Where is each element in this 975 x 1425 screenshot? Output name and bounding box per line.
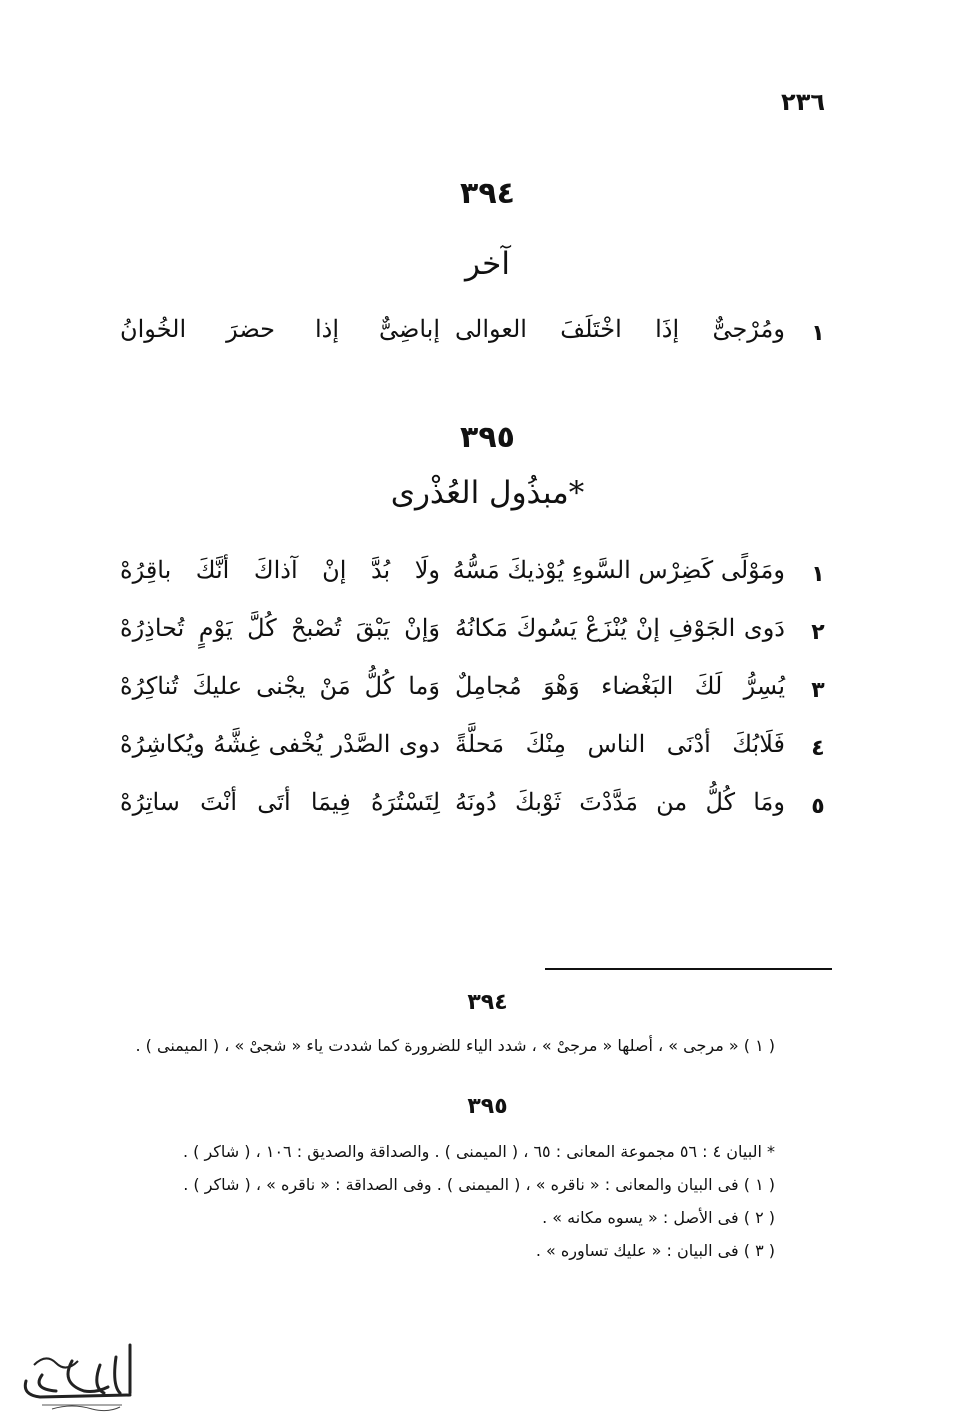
footnote-line: ( ٢ ) فى الأصل : « يسوه مكانه » . bbox=[542, 1208, 775, 1227]
footnote-separator bbox=[545, 968, 832, 970]
footnote-line: ( ١ ) فى البيان والمعانى : « ناقره » ، ( الميمنى ) . وفى الصداقة : « ناقره » ، ( شاكر ) . bbox=[183, 1175, 775, 1194]
footnote-heading: ٣٩٥ bbox=[467, 1094, 508, 1119]
poem-number: ٣٩٤ bbox=[460, 176, 515, 211]
verse-second-hemistich: إباضِىٌّ إذا حضرَ الخُوانُ bbox=[120, 315, 440, 343]
verse-first-hemistich: فَلَابُكَ أدْنَى الناس مِنْكَ مَحلَّةً bbox=[455, 730, 785, 758]
verse-second-hemistich: وَما كُلُّ مَنْ يجْنى عليكَ تُناكِرُهْ bbox=[120, 672, 440, 700]
verse-number: ٢ bbox=[811, 620, 825, 645]
verse-first-hemistich: يُسِرُّ لَكَ البَغْضاء وَهْوَ مُجامِلٌ bbox=[455, 672, 785, 700]
page-number: ٢٣٦ bbox=[781, 88, 825, 116]
footnote-heading: ٣٩٤ bbox=[467, 990, 508, 1015]
footnote-line: * البيان ٤ : ٥٦ مجموعة المعانى : ٦٥ ، ( الميمنى ) . والصداقة والصديق : ١٠٦ ، ( شاكر ) . bbox=[182, 1142, 775, 1161]
footnote-line: ( ١ ) « مرجى » ، أصلها « مرجىْ » ، شدد الياء للضرورة كما شددت ياء « شجىْ » ، ( الميمنى ) . bbox=[135, 1036, 775, 1055]
calligraphy-logo bbox=[12, 1335, 142, 1415]
verse-number: ١ bbox=[811, 321, 825, 346]
verse-second-hemistich: لِتَسْتُرَهُ فِيمَا أتَى أنْتَ ساتِرُهْ bbox=[120, 788, 440, 816]
verse bbox=[120, 614, 830, 664]
verse-first-hemistich: دَوى الجَوْفِ إنْ يُنْزَعْ يَسُوكَ مَكانُهُ bbox=[455, 614, 785, 642]
footnote-line: ( ٣ ) فى البيان : « عليك تساوره » . bbox=[535, 1241, 775, 1260]
poem-number: ٣٩٥ bbox=[460, 420, 515, 455]
verse-second-hemistich: ولَا بُدَّ إنْ آذاكَ أنَّكَ باقِرُهْ bbox=[120, 556, 440, 584]
poem-title: آخر bbox=[465, 246, 510, 282]
verse bbox=[120, 672, 830, 722]
verse bbox=[120, 788, 830, 838]
verse bbox=[120, 556, 830, 606]
verse-first-hemistich: ومَوْلًى كَضِرْس السَّوءِ يُوْذيكَ مَسُّهُ bbox=[452, 556, 785, 584]
poem-title: مبذُول العُذْرى* bbox=[390, 475, 585, 511]
verse-first-hemistich: ومَا كُلُّ من مَدَّدْتَ ثَوْبكَ دُونَهُ bbox=[455, 788, 785, 816]
verse bbox=[120, 315, 830, 365]
verse-number: ٤ bbox=[811, 736, 825, 761]
verse-number: ٣ bbox=[811, 678, 825, 703]
verse-first-hemistich: ومُرْجىٌّ إذَا اخْتَلَفَ العوالى bbox=[455, 315, 785, 343]
verse-number: ١ bbox=[811, 562, 825, 587]
verse-number: ٥ bbox=[811, 794, 825, 819]
verse-second-hemistich: دوى الصَّدْر يُخْفى غِشَّهُ ويُكاشِرُهْ bbox=[120, 730, 440, 758]
verse-second-hemistich: وَإنْ يَبْقَ تُصْبحْ كُلَّ يَوْمٍ تُحاذِرُهْ bbox=[120, 614, 440, 642]
verse bbox=[120, 730, 830, 780]
